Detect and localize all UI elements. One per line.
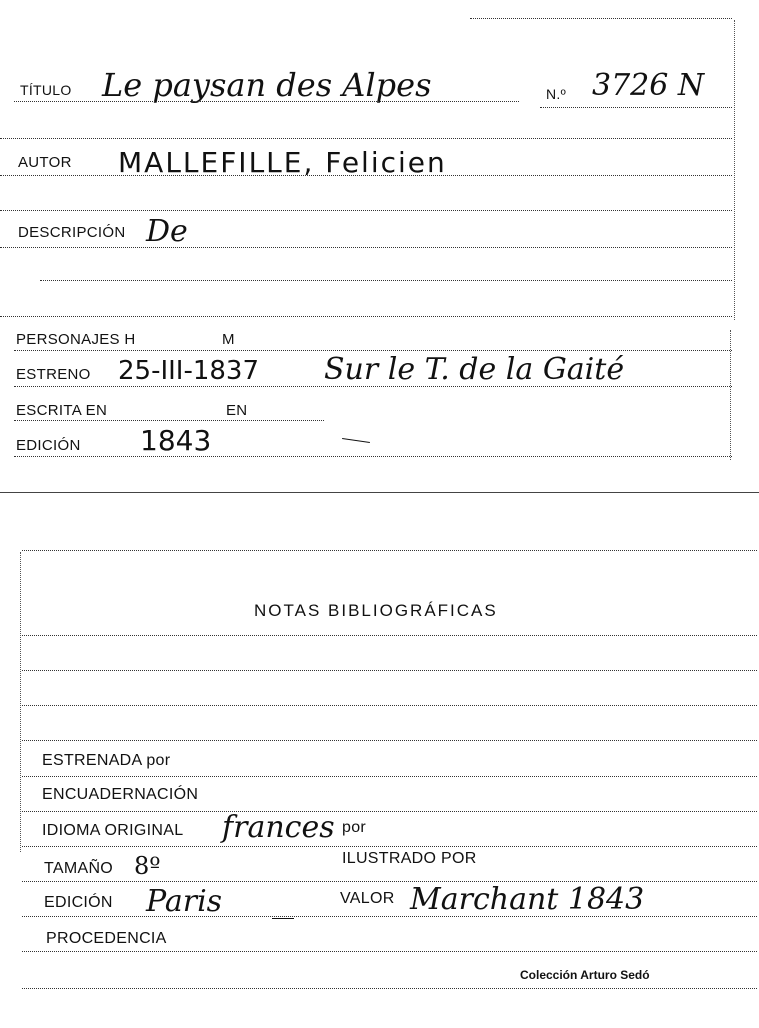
titulo-label: TÍTULO xyxy=(20,82,72,98)
edicion-dash-mark xyxy=(342,438,370,443)
procedencia-label: PROCEDENCIA xyxy=(46,930,167,947)
autor-label: AUTOR xyxy=(18,154,72,171)
back-edicion-label: EDICIÓN xyxy=(44,894,113,911)
notas-line-3 xyxy=(22,705,757,706)
valor-value: Marchant 1843 xyxy=(410,882,645,917)
estrenada-label: ESTRENADA por xyxy=(42,752,171,769)
descripcion-label: DESCRIPCIÓN xyxy=(18,224,126,241)
coleccion-footer: Colección Arturo Sedó xyxy=(520,968,650,982)
edicion-label: EDICIÓN xyxy=(16,437,81,454)
front-bottom-border xyxy=(0,492,759,493)
notas-heading: NOTAS BIBLIOGRÁFICAS xyxy=(254,601,498,620)
estreno-label: ESTRENO xyxy=(16,366,91,383)
separator-4 xyxy=(0,316,732,317)
estrenada-line xyxy=(22,776,757,777)
titulo-value: Le paysan des Alpes xyxy=(102,66,432,104)
back-left-border xyxy=(20,552,21,852)
valor-label: VALOR xyxy=(340,890,395,907)
estreno-place: Sur le T. de la Gaité xyxy=(324,352,625,387)
descripcion-value: De xyxy=(146,214,188,249)
encuadernacion-line xyxy=(22,811,757,812)
back-bottom-line xyxy=(22,988,757,989)
autor-value: MALLEFILLE, Felicien xyxy=(118,146,447,179)
tamano-line xyxy=(22,881,757,882)
idioma-line xyxy=(22,846,757,847)
titulo-line-right xyxy=(540,107,732,108)
escrita-line xyxy=(14,420,324,421)
procedencia-line xyxy=(22,951,757,952)
separator-3 xyxy=(40,280,732,281)
idioma-por-label: por xyxy=(342,819,367,836)
numero-label: N.º xyxy=(546,86,567,102)
personajes-m-label: M xyxy=(222,331,235,348)
estreno-line xyxy=(14,386,732,387)
edicion-line xyxy=(14,456,732,457)
autor-line xyxy=(0,175,732,176)
separator-1 xyxy=(0,138,732,139)
front-top-border xyxy=(470,18,732,19)
edicion-value: 1843 xyxy=(140,424,212,457)
back-edicion-line xyxy=(22,916,757,917)
numero-value: 3726 N xyxy=(592,68,705,103)
personajes-line xyxy=(14,350,732,351)
ilustrado-label: ILUSTRADO POR xyxy=(342,850,477,867)
notas-line-1 xyxy=(22,635,757,636)
escrita-en-label: EN xyxy=(226,402,248,419)
personajes-label: PERSONAJES H xyxy=(16,331,136,348)
separator-2 xyxy=(0,210,732,211)
front-card xyxy=(0,0,759,495)
estreno-date: 25-III-1837 xyxy=(118,356,260,386)
notas-line-4 xyxy=(22,740,757,741)
back-edicion-value: Paris xyxy=(146,884,223,919)
descripcion-line xyxy=(0,247,732,248)
tamano-label: TAMAÑO xyxy=(44,860,114,877)
back-card xyxy=(0,540,759,1028)
encuadernacion-label: ENCUADERNACIÓN xyxy=(42,786,199,803)
notas-line-2 xyxy=(22,670,757,671)
escrita-label: ESCRITA EN xyxy=(16,402,108,419)
back-edicion-dash xyxy=(272,918,294,919)
tamano-value: 8º xyxy=(134,852,161,880)
titulo-line xyxy=(14,101,519,102)
idioma-value: frances xyxy=(222,810,335,845)
back-top-border xyxy=(22,550,757,551)
idioma-label: IDIOMA ORIGINAL xyxy=(42,822,184,839)
front-right-border xyxy=(734,20,735,320)
